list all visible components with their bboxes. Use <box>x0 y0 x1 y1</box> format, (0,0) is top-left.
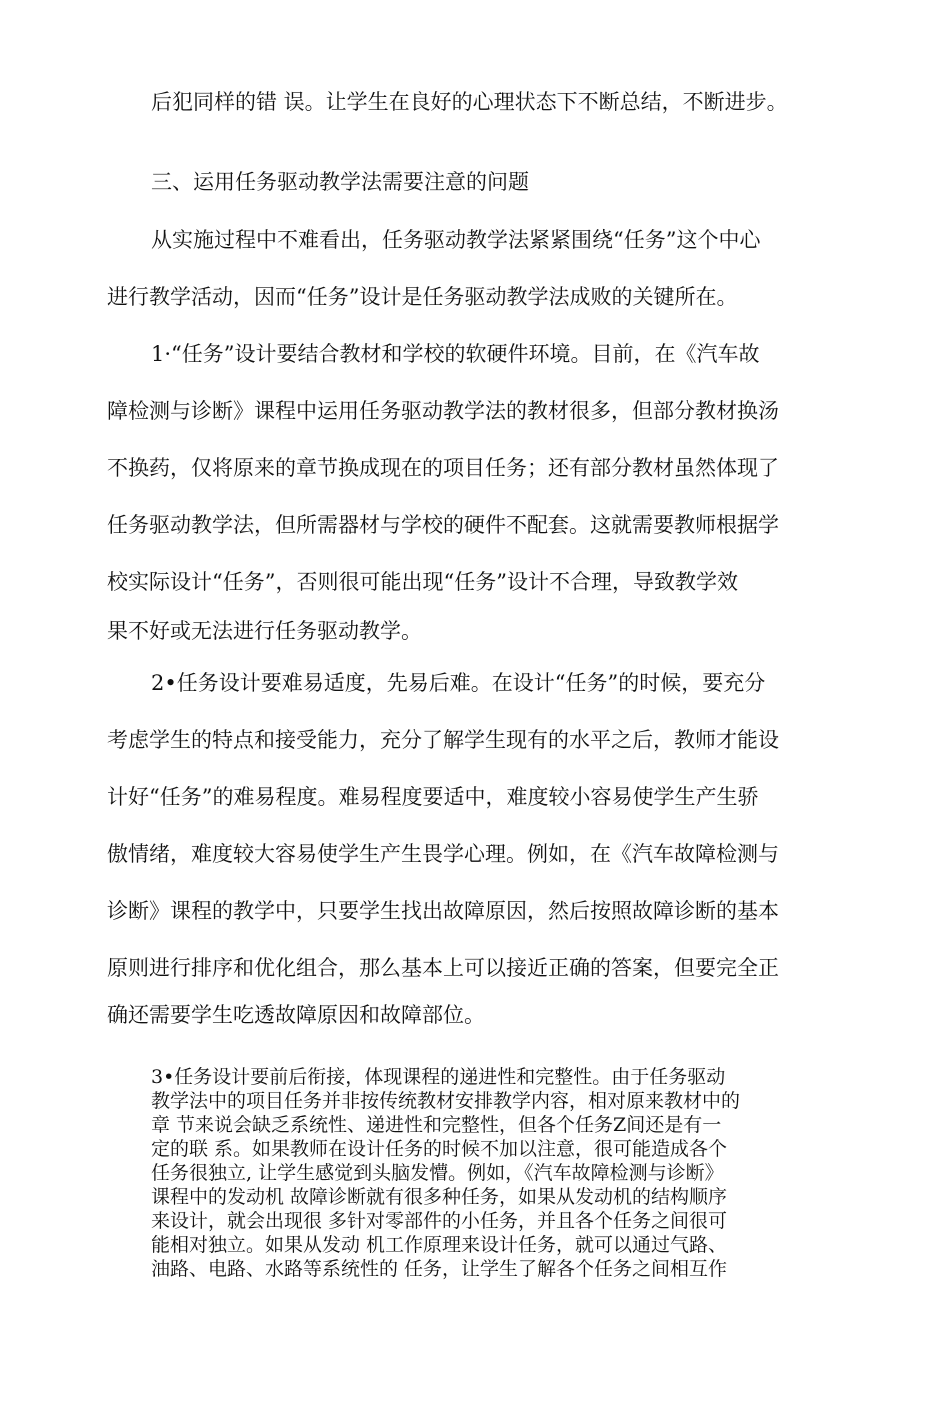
paragraph-line: 障检测与诊断》课程中运用任务驱动教学法的教材很多，但部分教材换汤 <box>107 399 779 423</box>
paragraph-line: 考虑学生的特点和接受能力，充分了解学生现有的水平之后，教师才能设 <box>107 728 779 752</box>
paragraph-line: 诊断》课程的教学中，只要学生找出故障原因，然后按照故障诊断的基本 <box>107 899 779 923</box>
paragraph-line: 原则进行排序和优化组合，那么基本上可以接近正确的答案，但要完全正 <box>107 956 779 980</box>
paragraph-line: 从实施过程中不难看出，任务驱动教学法紧紧围绕“任务”这个中心 <box>151 228 761 252</box>
paragraph-line: 2•任务设计要难易适度，先易后难。在设计“任务”的时候，要充分 <box>151 671 766 695</box>
paragraph-line: 能相对独立。如果从发动 机工作原理来设计任务，就可以通过气路、 <box>151 1234 728 1256</box>
paragraph-line: 定的联 系。如果教师在设计任务的时候不加以注意，很可能造成各个 <box>151 1138 728 1160</box>
paragraph-line: 课程中的发动机 故障诊断就有很多种任务，如果从发动机的结构顺序 <box>151 1186 728 1208</box>
section-heading: 三、运用任务驱动教学法需要注意的问题 <box>151 170 529 194</box>
paragraph-line: 确还需要学生吃透故障原因和故障部位。 <box>107 1003 485 1027</box>
paragraph-line: 任务驱动教学法，但所需器材与学校的硬件不配套。这就需要教师根据学 <box>107 513 779 537</box>
paragraph-line: 教学法中的项目任务并非按传统教材安排教学内容，相对原来教材中的 <box>151 1090 741 1112</box>
paragraph-line: 任务很独立, 让学生感觉到头脑发懵。例如，《汽车故障检测与诊断》 <box>151 1162 724 1184</box>
paragraph-line: 章 节来说会缺乏系统性、递进性和完整性，但各个任务Z间还是有一 <box>151 1114 722 1136</box>
paragraph-line: 校实际设计“任务”，否则很可能出现“任务”设计不合理，导致教学效 <box>107 570 738 594</box>
paragraph-line: 不换药，仅将原来的章节换成现在的项目任务；还有部分教材虽然体现了 <box>107 456 779 480</box>
paragraph-line: 果不好或无法进行任务驱动教学。 <box>107 619 422 643</box>
paragraph-line: 1·“任务”设计要结合教材和学校的软硬件环境。目前，在《汽车故 <box>151 342 760 366</box>
paragraph-line: 3•任务设计要前后衔接，体现课程的递进性和完整性。由于任务驱动 <box>151 1066 726 1088</box>
paragraph-line: 计好“任务”的难易程度。难易程度要适中，难度较小容易使学生产生骄 <box>107 785 759 809</box>
paragraph-line: 来设计，就会出现很 多针对零部件的小任务，并且各个任务之间很可 <box>151 1210 728 1232</box>
paragraph-line: 油路、电路、水路等系统性的 任务，让学生了解各个任务之间相互作 <box>151 1258 728 1280</box>
paragraph-line: 后犯同样的错 误。让学生在良好的心理状态下不断总结，不断进步。 <box>151 90 788 114</box>
paragraph-line: 傲情绪，难度较大容易使学生产生畏学心理。例如，在《汽车故障检测与 <box>107 842 779 866</box>
paragraph-line: 进行教学活动，因而“任务”设计是任务驱动教学法成败的关键所在。 <box>107 285 738 309</box>
